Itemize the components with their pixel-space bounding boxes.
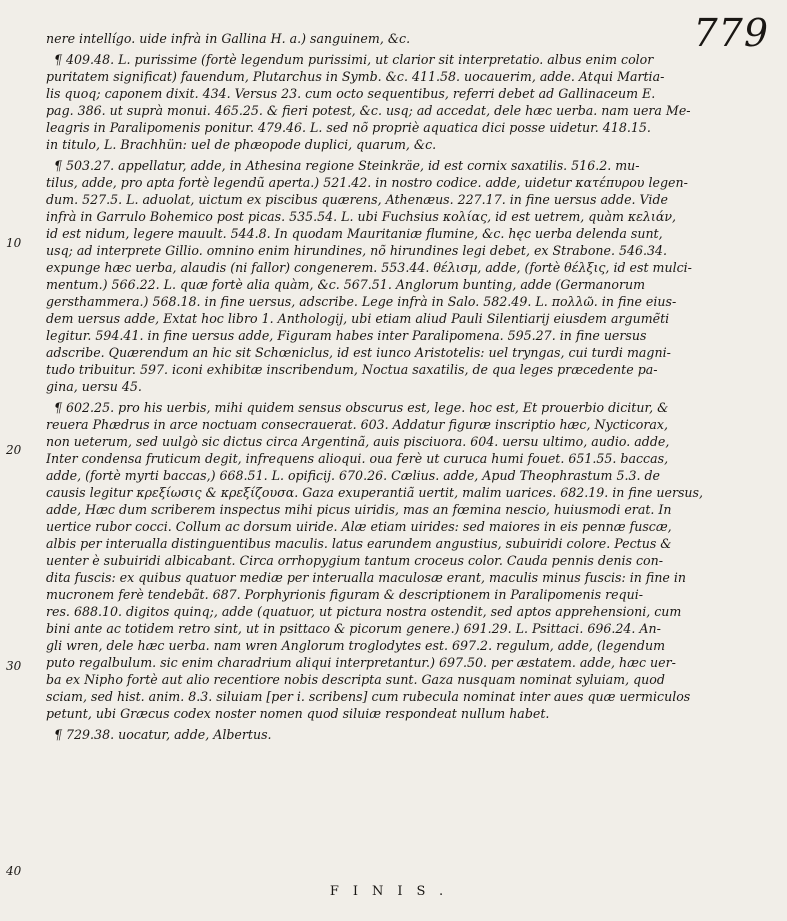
- paragraph-p1: [46, 51, 776, 153]
- text-line: mentum.) 566.22. L. quæ fortè alia quàm, &c. 567.51. Anglorum bunting, adde (Germanorum: [46, 277, 646, 292]
- line-number-marker: 40: [6, 864, 22, 878]
- finis-colophon: FINIS.: [329, 884, 458, 899]
- text-line: adde, (fortè myrti baccas,) 668.51. L. opificij. 670.26. Cælius. adde, Apud Theophrastum 5.3. de: [46, 468, 661, 483]
- text-line: dita fuscis: ex quibus quatuor mediæ per interualla maculosæ erant, maculis minus fuscis: in fine in: [46, 570, 687, 585]
- text-line: bini ante ac totidem retro sint, ut in psittaco & picorum genere.) 691.29. L. Psittaci. 696.24. An-: [46, 621, 661, 636]
- text-line: dum. 527.5. L. aduolat, uictum ex piscibus quærens, Athenæus. 227.17. in fine uersus adde. Vide: [46, 192, 668, 207]
- text-line: ba ex Nipho fortè aut alio recentiore nobis descripta sunt. Gaza nusquam nominat syluiam, quod: [46, 672, 665, 687]
- paragraph-p3: [46, 399, 776, 722]
- text-line: adde, Hæc dum scriberem inspectus mihi picus uiridis, mas an fœmina nescio, huiusmodi erat. In: [46, 502, 672, 517]
- text-line: nere intellígo. uide infrà in Gallina H. a.) sanguinem, &c.: [46, 31, 411, 46]
- text-line: pag. 386. ut suprà monui. 465.25. & fieri potest, &c. usq; ad accedat, dele hæc uerba. nam uera Me-: [46, 103, 691, 118]
- text-line: legitur. 594.41. in fine uersus adde, Figuram habes inter Paralipomena. 595.27. in fine uersus: [46, 328, 647, 343]
- paragraph-p0: [46, 30, 776, 47]
- text-line: tilus, adde, pro apta fortè legendũ aperta.) 521.42. in nostro codice. adde, uidetur κατέπυρου legen-: [46, 175, 688, 190]
- text-line: petunt, ubi Græcus codex noster nomen quod siluiæ respondeat nullum habet.: [46, 706, 550, 721]
- text-line: gersthammera.) 568.18. in fine uersus, adscribe. Lege infrà in Salo. 582.49. L. πολλῶ. in fine eius-: [46, 294, 677, 309]
- page-body: [6, 30, 776, 878]
- text-line: ¶ 729.38. uocatur, adde, Albertus.: [54, 727, 272, 742]
- text-line: adscribe. Quærendum an hic sit Schœniclus, id est iunco Aristotelis: uel tryngas, cui turdi magni-: [46, 345, 671, 360]
- text-line: infrà in Garrulo Bohemico post picas. 535.54. L. ubi Fuchsius κολίας, id est uetrem, quàm κελιάν,: [46, 209, 677, 224]
- text-line: id est nidum, legere mauult. 544.8. In quodam Mauritaniæ flumine, &c. hęc uerba delenda sunt,: [46, 226, 663, 241]
- text-line: lis quoq; caponem dixit. 434. Versus 23. cum octo sequentibus, referri debet ad Gallinaceum E.: [46, 86, 656, 101]
- text-line: expunge hæc uerba, alaudis (ni fallor) congenerem. 553.44. θέλισμ, adde, (fortè θέλξις, id est mulci-: [46, 260, 692, 275]
- text-line: ¶ 602.25. pro his uerbis, mihi quidem sensus obscurus est, lege. hoc est, Et prouerbio dicitur, &: [54, 400, 669, 415]
- text-line: in titulo, L. Brachhün: uel de phæopode duplici, quarum, &c.: [46, 137, 437, 152]
- text-line: causis legitur κρεξίωσις & κρεξίζουσα. Gaza exuperantiã uertit, malim uarices. 682.19. in fine uersus,: [46, 485, 704, 500]
- text-line: leagris in Paralipomenis ponitur. 479.46. L. sed nõ propriè aquatica dici posse uidetur. 418.15.: [46, 120, 651, 135]
- text-line: non ueterum, sed uulgò sic dictus circa Argentinã, auis pisciuora. 604. uersu ultimo, audio. adde,: [46, 434, 670, 449]
- text-line: puritatem significat) fauendum, Plutarchus in Symb. &c. 411.58. uocauerim, adde. Atqui Martia-: [46, 69, 665, 84]
- text-line: gina, uersu 45.: [46, 379, 142, 394]
- text-line: Inter condensa fruticum degit, infrequens alioqui. oua ferè ut curuca humi fouet. 651.55. baccas,: [46, 451, 669, 466]
- text-line: puto regalbulum. sic enim charadrium aliqui interpretantur.) 697.50. per æstatem. adde, hæc uer-: [46, 655, 676, 670]
- text-line: reuera Phædrus in arce noctuam consecrauerat. 603. Addatur figuræ inscriptio hæc, Nycticorax,: [46, 417, 668, 432]
- line-number-marker: 30: [6, 659, 22, 673]
- text-line: uertice rubor cocci. Collum ac dorsum uiride. Alæ etiam uirides: sed maiores in eis pennæ fuscæ,: [46, 519, 672, 534]
- page-number: 779: [693, 11, 769, 55]
- line-number-marker: 10: [6, 236, 22, 250]
- text-line: ¶ 503.27. appellatur, adde, in Athesina regione Steinkräe, id est cornix saxatilis. 516.2. mu-: [54, 158, 640, 173]
- text-line: sciam, sed hist. anim. 8.3. siluiam [per i. scribens] cum rubecula nominat inter aues quæ uermiculos: [46, 689, 691, 704]
- text-line: albis per interualla distinguentibus maculis. latus earundem angustius, subuiridi colore. Pectus &: [46, 536, 672, 551]
- paragraph-p4: [46, 726, 776, 743]
- text-line: dem uersus adde, Extat hoc libro 1. Anthologij, ubi etiam aliud Pauli Silentiarij eiusdem argumẽti: [46, 311, 670, 326]
- text-line: gli wren, dele hæc uerba. nam wren Anglorum troglodytes est. 697.2. regulum, adde, (legendum: [46, 638, 666, 653]
- text-line: mucronem ferè tendebãt. 687. Porphyrionis figuram & descriptionem in Paralipomenis requi-: [46, 587, 644, 602]
- line-number-marker: 20: [6, 443, 22, 457]
- text-line: ¶ 409.48. L. purissime (fortè legendum purissimi, ut clarior sit interpretatio. albus enim color: [54, 52, 654, 67]
- paragraph-p2: [46, 157, 776, 395]
- text-line: usq; ad interprete Gillio. omnino enim hirundines, nõ hirundines legi debet, ex Strabone. 546.34.: [46, 243, 668, 258]
- text-line: res. 688.10. digitos quinq;, adde (quatuor, ut pictura nostra ostendit, sed aptos apprehensioni, cum: [46, 604, 682, 619]
- text-line: tudo tribuitur. 597. iconi exhibitæ inscribendum, Noctua saxatilis, de qua leges præcedente pa-: [46, 362, 658, 377]
- text-line: uenter è subuiridi albicabant. Circa orrhopygium tantum croceus color. Cauda pennis denis con-: [46, 553, 664, 568]
